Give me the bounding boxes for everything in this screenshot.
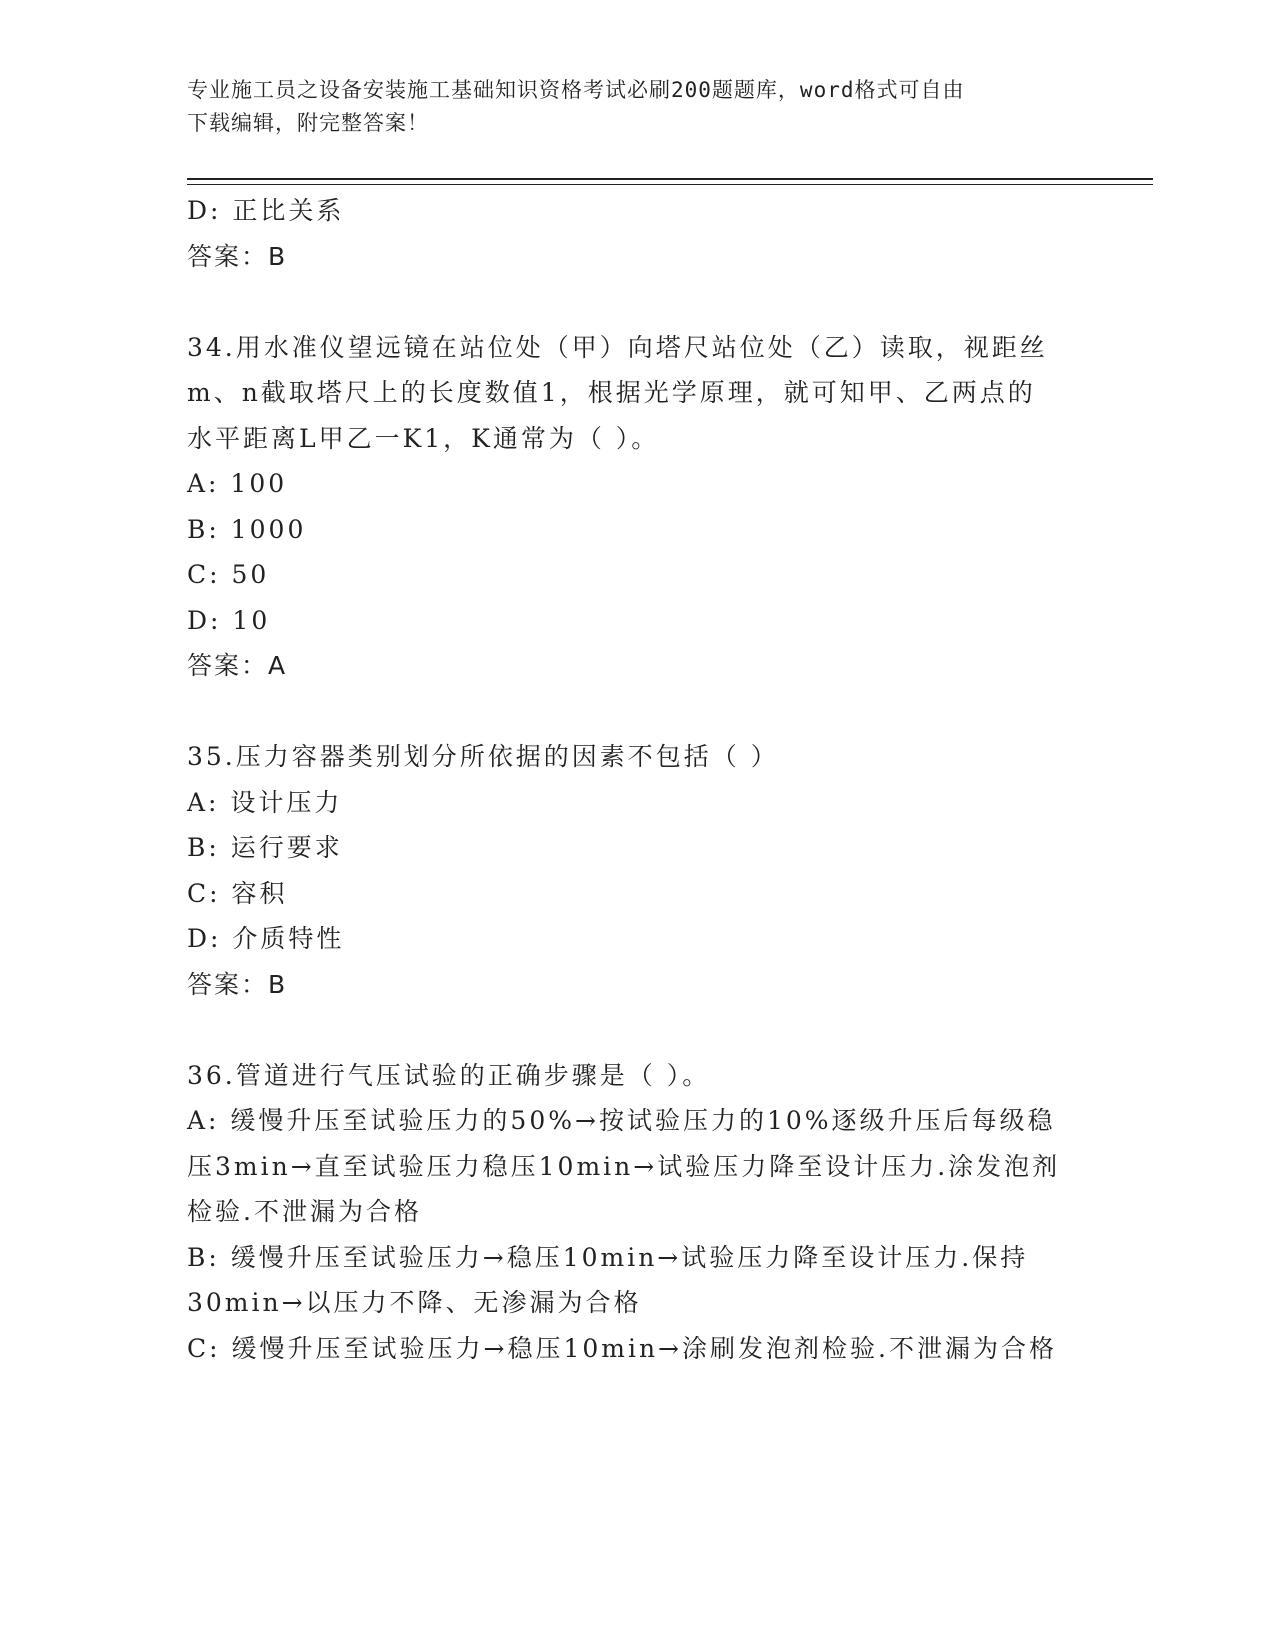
page-header bbox=[187, 74, 1087, 140]
question-34-answer: 答案：A bbox=[187, 651, 288, 680]
question-36-option-b-line-2: 30min→以压力不降、无渗漏为合格 bbox=[187, 1288, 642, 1317]
question-36 bbox=[187, 1053, 1127, 1372]
question-36-line-1: 36.管道进行气压试验的正确步骤是（ ）。 bbox=[187, 1060, 711, 1090]
prev-option-d: D: 正比关系 bbox=[187, 196, 345, 225]
question-34-line-2: m、n截取塔尺上的长度数值1，根据光学原理，就可知甲、乙两点的 bbox=[187, 378, 1036, 407]
question-34 bbox=[187, 325, 1127, 689]
question-34-option-d: D: 10 bbox=[187, 605, 271, 635]
question-35-line-1: 35.压力容器类别划分所依据的因素不包括（ ） bbox=[187, 742, 779, 771]
question-34-line-1: 34.用水准仪望远镜在站位处（甲）向塔尺站位处（乙）读取，视距丝 bbox=[187, 332, 1048, 362]
question-34-option-c: C: 50 bbox=[187, 560, 270, 589]
question-35-answer: 答案：B bbox=[187, 969, 288, 999]
header-line-1: 专业施工员之设备安装施工基础知识资格考试必刷200题题库，word格式可自由 bbox=[187, 78, 965, 102]
question-36-option-a-line-3: 检验.不泄漏为合格 bbox=[187, 1197, 422, 1226]
spacer bbox=[187, 279, 1127, 325]
question-35-option-a: A: 设计压力 bbox=[187, 787, 343, 817]
question-35 bbox=[187, 734, 1127, 1007]
question-34-option-b: B: 1000 bbox=[187, 514, 307, 544]
header-line-2: 下载编辑，附完整答案！ bbox=[187, 111, 429, 135]
question-content bbox=[187, 188, 1127, 1371]
question-35-option-b: B: 运行要求 bbox=[187, 833, 343, 862]
spacer bbox=[187, 1007, 1127, 1053]
question-36-option-a-line-2: 压3min→直至试验压力稳压10min→试验压力降至设计压力.涂发泡剂 bbox=[187, 1151, 1061, 1181]
question-36-option-a-line-1: A: 缓慢升压至试验压力的50%→按试验压力的10%逐级升压后每级稳 bbox=[187, 1106, 1056, 1135]
question-35-option-d: D: 介质特性 bbox=[187, 924, 345, 953]
prev-answer: 答案：B bbox=[187, 241, 288, 271]
spacer bbox=[187, 689, 1127, 735]
header-divider-thin bbox=[187, 184, 1153, 185]
header-divider-thick bbox=[187, 178, 1153, 180]
question-35-option-c: C: 容积 bbox=[187, 878, 288, 908]
question-34-line-3: 水平距离L甲乙一K1，K通常为（ ）。 bbox=[187, 423, 660, 453]
question-36-option-c-line-1: C: 缓慢升压至试验压力→稳压10min→涂刷发泡剂检验.不泄漏为合格 bbox=[187, 1333, 1057, 1363]
question-34-option-a: A: 100 bbox=[187, 469, 288, 498]
question-36-option-b-line-1: B: 缓慢升压至试验压力→稳压10min→试验压力降至设计压力.保持 bbox=[187, 1242, 1029, 1272]
